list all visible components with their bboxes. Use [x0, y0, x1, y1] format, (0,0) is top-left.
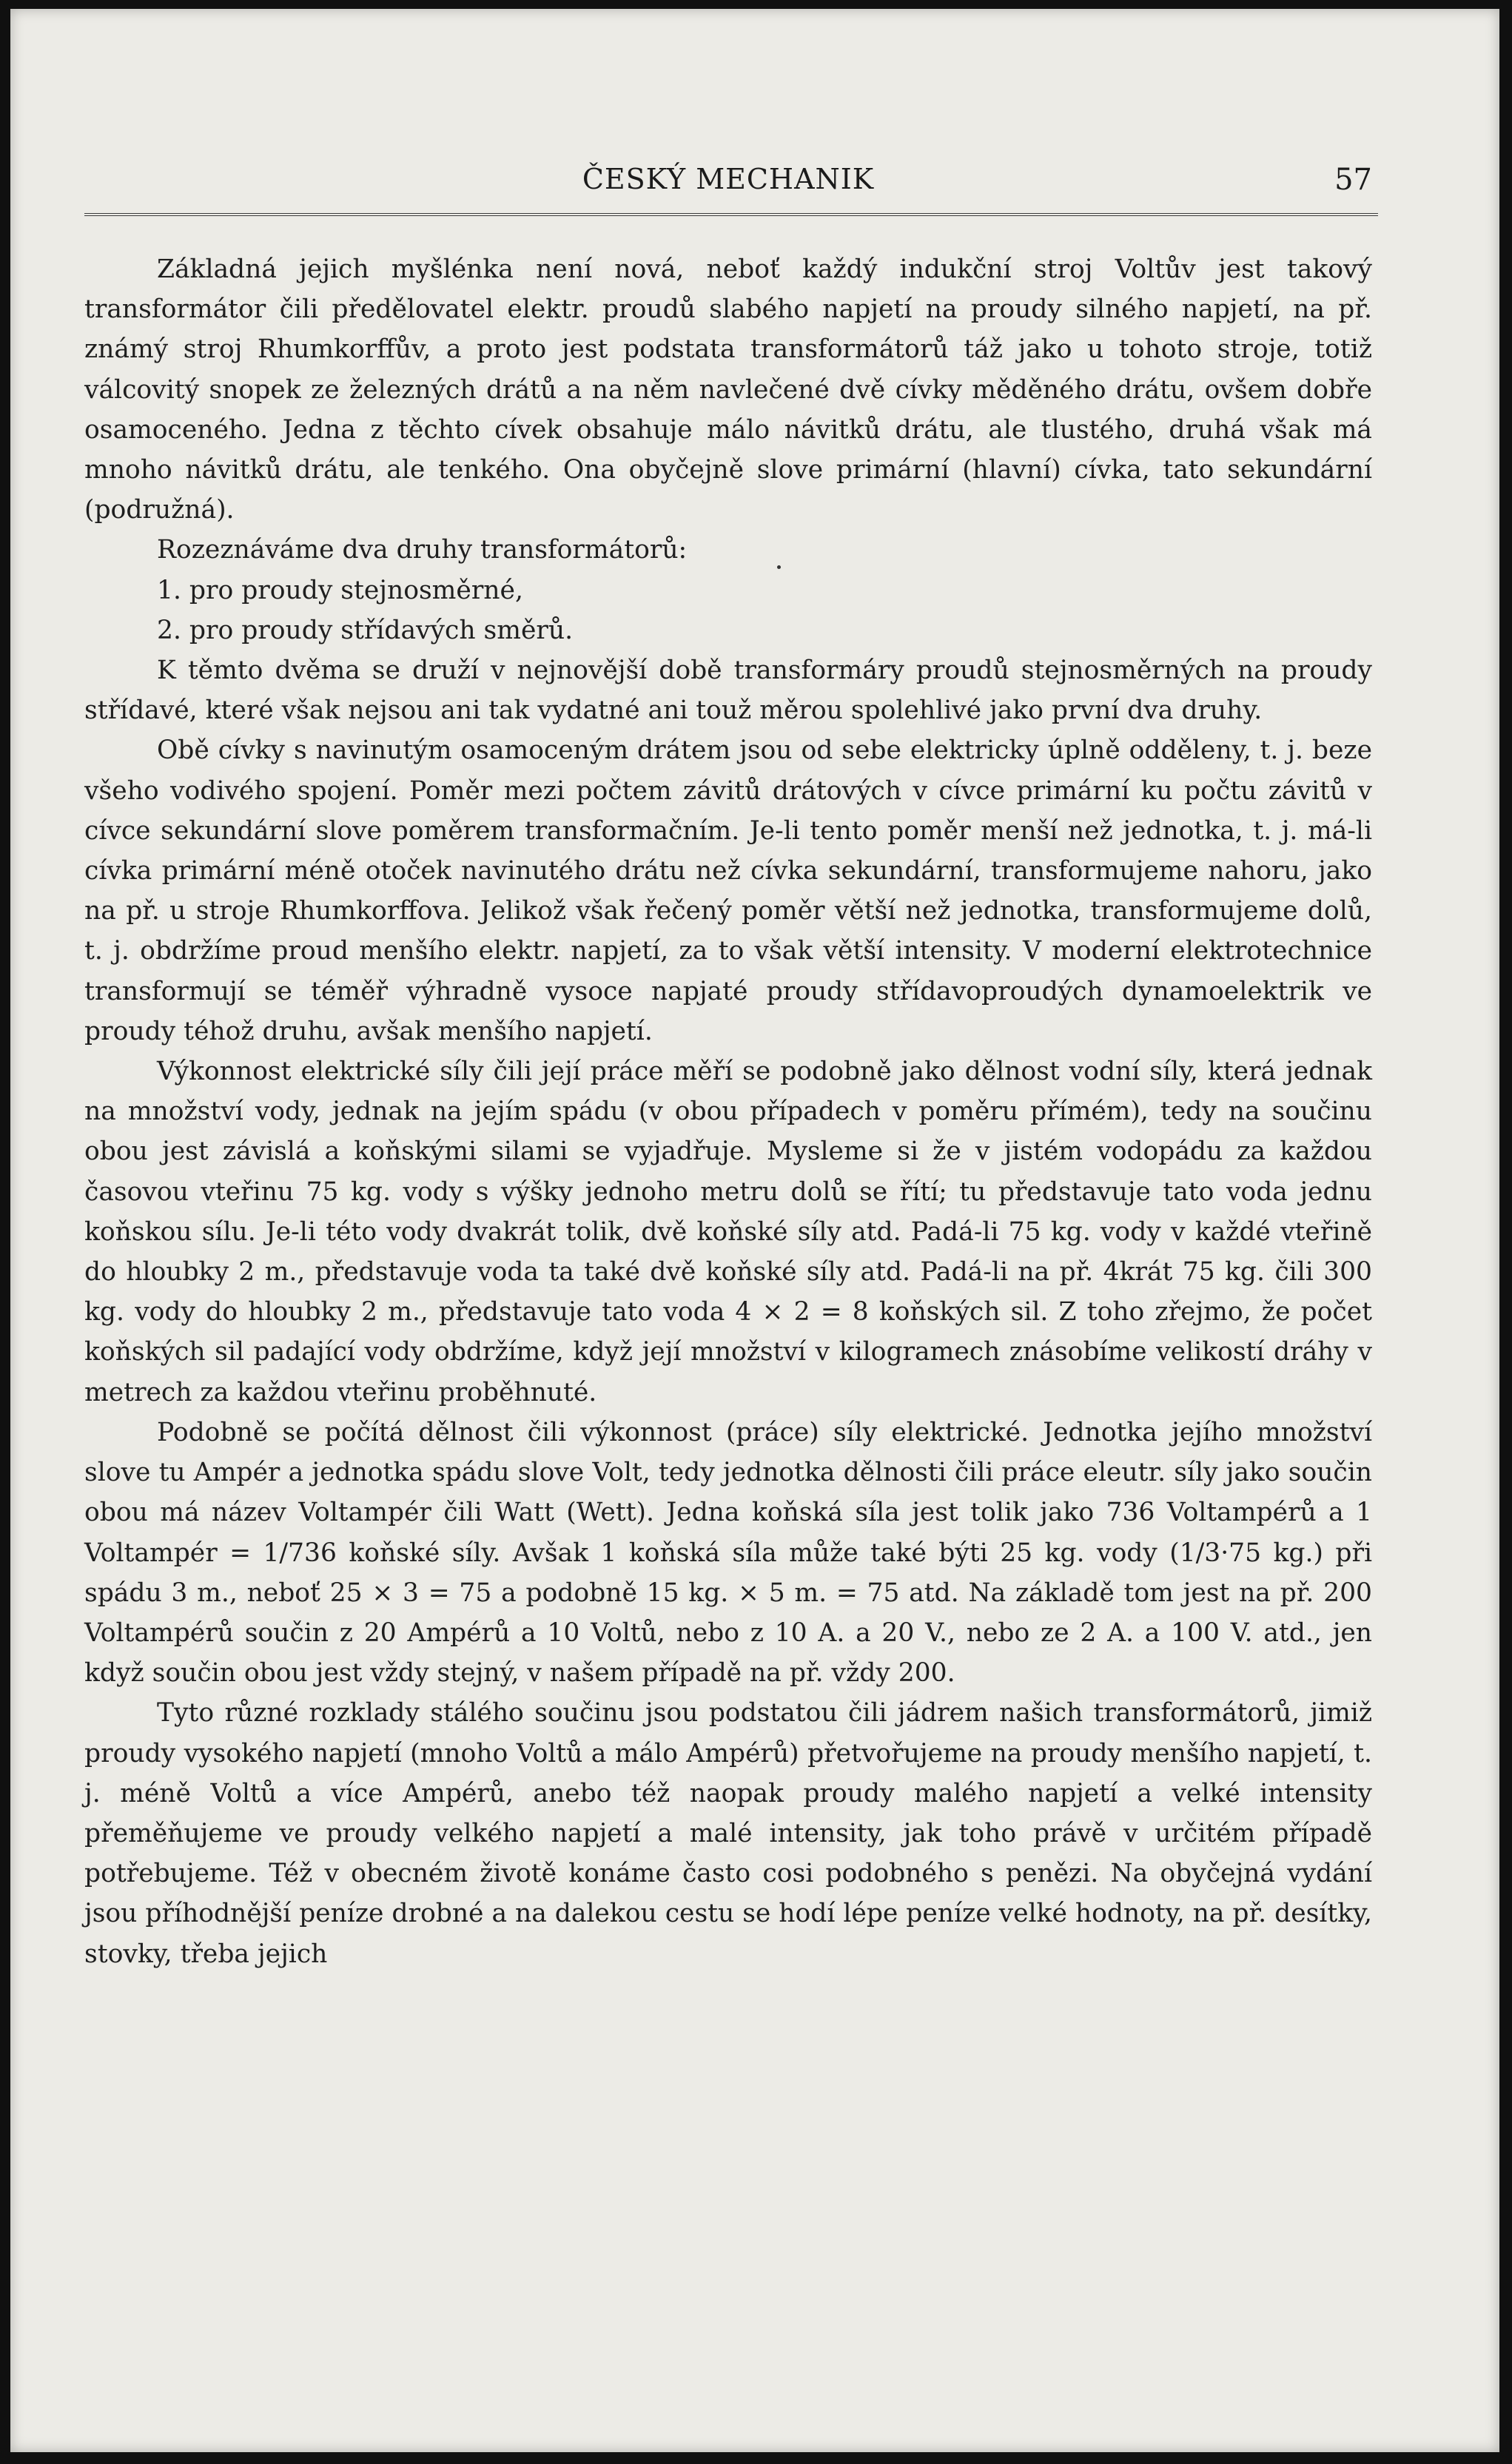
page-number: 57	[1334, 163, 1372, 197]
page-header	[84, 163, 1372, 207]
paragraph-transformer-principle: Základná jejich myšlénka není nová, neboť každý indukční stroj Voltův jest takový transformátor čili předělovatel elektr. proudů slabého napjetí na proudy silného napjetí, na př. známý stroj Rhumkorffův, a proto jest podstata transformátorů táž jako u tohoto stroje, totiž válcovitý snopek ze železných drátů a na něm navlečené dvě cívky měděného drátu, ovšem dobře osamoceného. Jedna z těchto cívek obsahuje málo návitků drátu, ale tlustého, druhá však má mnoho návitků drátu, ale tenkého. Ona obyčejně slove primární (hlavní) cívka, tato sekundární (podružná).	[84, 255, 1372, 525]
list-item-direct-current: 1. pro proudy stejnosměrné,	[157, 575, 523, 605]
paragraph-transformer-types: Rozeznáváme dva druhy transformátorů:	[157, 535, 688, 565]
paragraph-newer-transformers: K těmto dvěma se druží v nejnovější době transformáry proudů stejnosměrných na proudy střídavé, které však nejsou ani tak vydatné ani touž měrou spolehlivé jako první dva druhy.	[84, 656, 1372, 726]
paragraph-voltampere: Podobně se počítá dělnost čili výkonnost (práce) síly elektrické. Jednotka jejího množství slove tu Ampér a jednotka spádu slove Volt, tedy jednotka dělnosti čili práce eleutr. síly jako součin obou má název Voltampér čili Watt (Wett). Jedna koňská síla jest tolik jako 736 Voltampérů a 1 Voltampér = 1/736 koňské síly. Avšak 1 koňská síla může také býti 25 kg. vody (1/3·75 kg.) při spádu 3 m., neboť 25 × 3 = 75 a podobně 15 kg. × 5 m. = 75 atd. Na základě tom jest na př. 200 Voltampérů součin z 20 Ampérů a 10 Voltů, nebo z 10 A. a 20 V., nebo ze 2 A. a 100 V. atd., jen když součin obou jest vždy stejný, v našem případě na př. vždy 200.	[84, 1417, 1372, 1689]
book-page	[10, 9, 1499, 2452]
body-text	[84, 249, 1372, 1974]
paragraph-horsepower: Výkonnost elektrické síly čili její práce měří se podobně jako dělnost vodní síly, která jednak na množství vody, jednak na jejím spádu (v obou případech v poměru přímém), tedy na součinu obou jest závislá a koňskými silami se vyjadřuje. Mysleme si že v jistém vodopádu za každou časovou vteřinu 75 kg. vody s výšky jednoho metru dolů se řítí; tu představuje tato voda jednu koňskou sílu. Je-li této vody dvakrát tolik, dvě koňské síly atd. Padá-li 75 kg. vody v každé vteřině do hloubky 2 m., představuje voda ta také dvě koňské síly atd. Padá-li na př. 4krát 75 kg. čili 300 kg. vody do hloubky 2 m., představuje tato voda 4 × 2 = 8 koňských sil. Z toho zřejmo, že počet koňských sil padající vody obdržíme, když její množství v kilogramech znásobíme velikostí dráhy v metrech za každou vteřinu proběhnuté.	[84, 1057, 1372, 1407]
header-rule	[84, 213, 1378, 216]
list-item-alternating-current: 2. pro proudy střídavých směrů.	[157, 615, 574, 645]
paragraph-product-decomposition: Tyto různé rozklady stálého součinu jsou podstatou čili jádrem našich transformátorů, jimiž proudy vysokého napjetí (mnoho Voltů a málo Ampérů) přetvořujeme na proudy menšího napjetí, t. j. méně Voltů a více Ampérů, anebo též naopak proudy malého napjetí a velké intensity přeměňujeme ve proudy velkého napjetí a malé intensity, jak toho právě v určitém případě potřebujeme. Též v obecném životě konáme často cosi podobného s penězi. Na obyčejná vydání jsou příhodnější peníze drobné a na dalekou cestu se hodí lépe peníze velké hodnoty, na př. desítky, stovky, třeba jejich	[84, 1698, 1372, 1969]
paragraph-transformation-ratio: Obě cívky s navinutým osamoceným drátem jsou od sebe elektricky úplně odděleny, t. j. beze všeho vodivého spojení. Poměr mezi počtem závitů drátových v cívce primární ku počtu závitů v cívce sekundární slove poměrem transformačním. Je-li tento poměr menší než jednotka, t. j. má-li cívka primární méně otoček navinutého drátu než cívka sekundární, transformujeme nahoru, jako na př. u stroje Rhumkorffova. Jelikož však řečený poměr větší než jednotka, transformujeme dolů, t. j. obdržíme proud menšího elektr. napjetí, za to však větší intensity. V moderní elektrotechnice transformují se téměř výhradně vysoce napjaté proudy střídavoproudých dynamoelektrik ve proudy téhož druhu, avšak menšího napjetí.	[84, 736, 1372, 1046]
running-title: ČESKÝ MECHANIK	[582, 163, 875, 195]
